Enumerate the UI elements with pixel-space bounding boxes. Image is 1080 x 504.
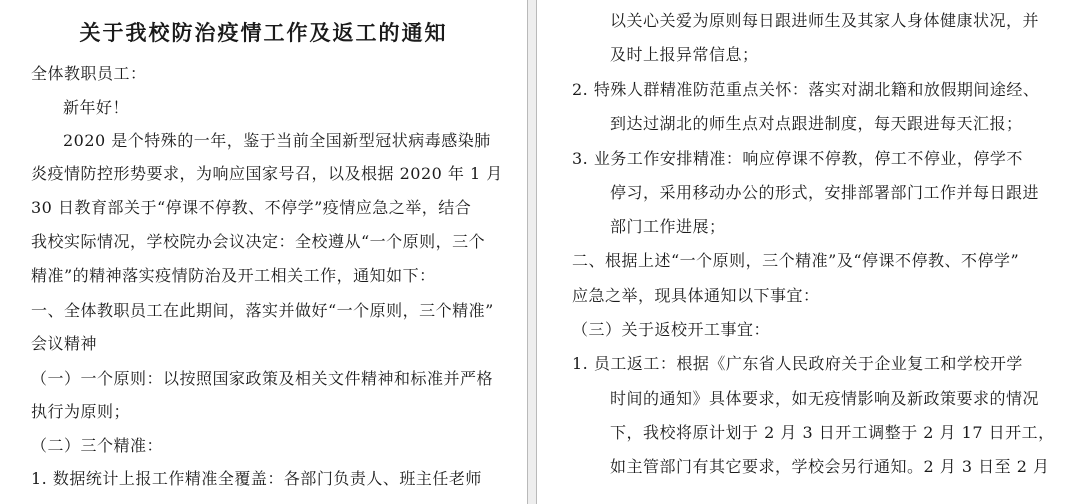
list-item: 3. 业务工作安排精准：响应停课不停教，停工不停业，停学不 [572, 149, 1023, 168]
body-line: 及时上报异常信息； [610, 45, 759, 64]
body-line: 到达过湖北的师生点对点跟进制度，每天跟进每天汇报； [610, 114, 1023, 133]
body-line: 精准”的精神落实疫情防治及开工相关工作，通知如下： [31, 266, 436, 285]
body-line: 炎疫情防控形势要求，为响应国家号召，以及根据 2020 年 1 月 [31, 164, 503, 183]
notice-title: 关于我校防治疫情工作及返工的通知 [79, 20, 448, 45]
body-line: 30 日教育部关于“停课不停教、不停学”疫情应急之举，结合 [31, 198, 472, 217]
body-line: 应急之举，现具体通知以下事宜： [572, 286, 820, 305]
body-line: 时间的通知》具体要求，如无疫情影响及新政策要求的情况 [610, 389, 1040, 408]
body-line: 部门工作进展； [610, 217, 726, 236]
page-divider [527, 0, 537, 504]
section-heading: 一、全体教职员工在此期间，落实并做好“一个原则，三个精准” [31, 301, 494, 320]
subsection-heading: （二）三个精准： [31, 436, 164, 455]
list-item: 2. 特殊人群精准防范重点关怀：落实对湖北籍和放假期间途经、 [572, 80, 1040, 99]
left-page [0, 0, 527, 504]
list-item: 1. 数据统计上报工作精准全覆盖：各部门负责人、班主任老师 [31, 469, 482, 488]
subsection-heading: （三）关于返校开工事宜： [572, 320, 771, 339]
body-line: 执行为原则； [31, 402, 131, 421]
greeting: 新年好！ [63, 98, 130, 117]
body-line: 以关心关爱为原则每日跟进师生及其家人身体健康状况，并 [610, 11, 1040, 30]
body-line: 会议精神 [31, 334, 98, 353]
salutation: 全体教职员工： [31, 64, 147, 83]
body-line: 2020 是个特殊的一年，鉴于当前全国新型冠状病毒感染肺 [63, 131, 491, 150]
body-line: 我校实际情况，学校院办会议决定：全校遵从“一个原则，三个 [31, 232, 486, 251]
list-item: 1. 员工返工：根据《广东省人民政府关于企业复工和学校开学 [572, 354, 1023, 373]
body-line: 下，我校将原计划于 2 月 3 日开工调整于 2 月 17 日开工， [610, 423, 1055, 442]
body-line: 停习，采用移动办公的形式，安排部署部门工作并每日跟进 [610, 183, 1040, 202]
body-line: 如主管部门有其它要求，学校会另行通知。2 月 3 日至 2 月 [610, 457, 1050, 476]
section-heading: 二、根据上述“一个原则，三个精准”及“停课不停教、不停学” [572, 251, 1020, 270]
right-page [537, 0, 1080, 504]
subsection-heading: （一）一个原则：以按照国家政策及相关文件精神和标准并严格 [31, 369, 494, 388]
